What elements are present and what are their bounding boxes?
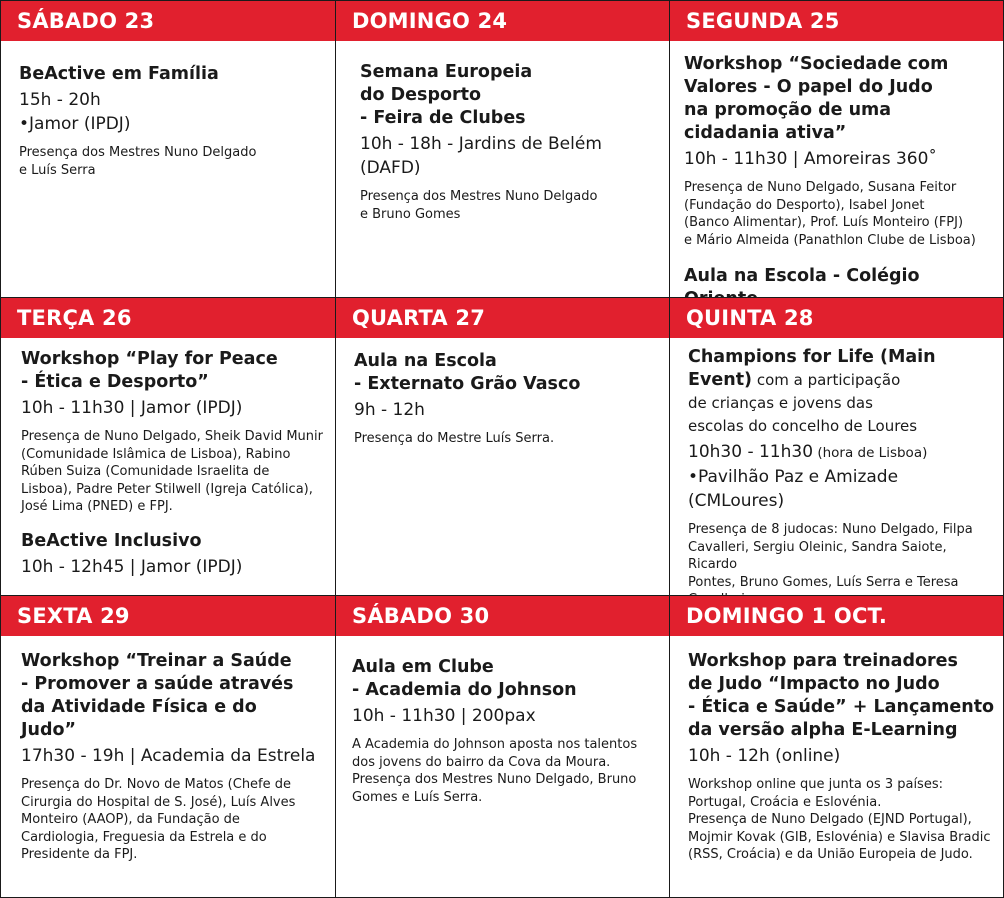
event-title: Workshop “Play for Peace - Ética e Desporto” (21, 349, 278, 392)
day-cell (0, 297, 336, 596)
day-events (336, 338, 669, 448)
day-header: QUINTA 28 (670, 298, 1003, 338)
day-header: TERÇA 26 (1, 298, 335, 338)
event (352, 656, 665, 806)
event-title: Semana Europeia do Desporto - Feira de Clubes (360, 62, 533, 128)
event-title-suffix: com a participação de crianças e jovens das escolas do concelho de Loures (688, 371, 918, 435)
event (688, 650, 999, 864)
day-cell (335, 0, 670, 298)
event-title: BeActive Inclusivo (21, 530, 202, 551)
event-time: 10h30 - 11h30 (hora de Lisboa) (688, 442, 928, 462)
event-title: Aula em Clube - Academia do Johnson (352, 657, 577, 700)
day-cell (335, 297, 670, 596)
event-details: Presença de Nuno Delgado, Sheik David Munir (Comunidade Islâmica de Lisboa), Rabino Rúben Suiza (Comunidade Israelita de Lisboa), Padre Peter Stilwell (Igreja Católica), José Lima (PNED) e FPJ. (21, 429, 323, 514)
event-time-note: (hora de Lisboa) (813, 445, 928, 461)
day-cell (669, 595, 1004, 898)
day-header: SÁBADO 30 (336, 596, 669, 636)
event-details: Workshop online que junta os 3 países: Portugal, Croácia e Eslovénia. Presença de Nuno Delgado (EJND Portugal), Mojmir Kovak (GIB, Eslovénia) e Slavisa Bradic (RSS, Croácia) e da União Europeia de Judo. (688, 777, 991, 862)
event-details: Presença do Mestre Luís Serra. (354, 431, 555, 446)
event-title: Aula na Escola - Colégio (684, 266, 920, 286)
event-title: Champions for Life (Main Event) com a participação de crianças e jovens das escolas do concelho de Loures (688, 347, 936, 435)
event-details: Presença de Nuno Delgado, Susana Feitor (Fundação do Desporto), Isabel Jonet (Banco Alimentar), Prof. Luís Monteiro (FPJ) e Mário Almeida (Panathlon Clube de Lisboa) (684, 180, 976, 248)
event (360, 61, 665, 223)
day-events (1, 41, 335, 179)
day-events (670, 338, 1003, 609)
event-title: Aula na Escola - Externato Grão Vasco (354, 351, 581, 394)
event-location: •Jamor (IPDJ) (19, 114, 131, 134)
event-details: Presença do Dr. Novo de Matos (Chefe de Cirurgia do Hospital de S. José), Luís Alves Monteiro (AAOP), da Fundação de Cardiologia, Freguesia da Estrela e do Presidente da FPJ. (21, 777, 296, 862)
event (354, 350, 665, 448)
event (21, 348, 331, 516)
event-time: 17h30 - 19h | Academia da Estrela (21, 746, 316, 766)
event-time: 15h - 20h (19, 90, 101, 110)
event-time: 9h - 12h (354, 400, 425, 420)
event-time: 10h - 11h30 | Jamor (IPDJ) (21, 398, 243, 418)
day-header: DOMINGO 1 OCT. (670, 596, 1003, 636)
event-title: Workshop para treinadores de Judo “Impacto no Judo - Ética e Saúde” + Lançamento da versão alpha E-Learning (688, 651, 995, 740)
event-location: •Pavilhão Paz e Amizade (CMLoures) (688, 467, 899, 511)
event-details: A Academia do Johnson aposta nos talentos dos jovens do bairro da Cova da Moura. Presença dos Mestres Nuno Delgado, Bruno Gomes e Luís Serra. (352, 737, 638, 805)
day-header: QUARTA 27 (336, 298, 669, 338)
event (21, 530, 331, 579)
event-title: BeActive em Família (19, 64, 219, 84)
day-cell (0, 595, 336, 898)
event-title: Workshop “Sociedade com Valores - O papel do Judo na promoção de uma cidadania ativa” (684, 54, 949, 143)
event-details: Presença de 8 judocas: Nuno Delgado, Filpa Cavalleri, Sergiu Oleinic, Sandra Saiote, Ricardo Pontes, Bruno Gomes, Luís Serra e Teresa (688, 522, 973, 590)
event-details: Presença dos Mestres Nuno Delgado e Luís Serra (19, 145, 257, 178)
day-cell (335, 595, 670, 898)
day-events (1, 636, 335, 864)
event (684, 53, 999, 249)
event-time: 10h - 12h45 | Jamor (IPDJ) (21, 556, 243, 577)
day-header: SEXTA 29 (1, 596, 335, 636)
event-title: Workshop “Treinar a Saúde - Promover a saúde através da Atividade Física e do Judo” (21, 651, 294, 740)
event-details: Presença dos Mestres Nuno Delgado e Bruno Gomes (360, 189, 598, 222)
day-header: SEGUNDA 25 (670, 1, 1003, 41)
event-time: 10h - 11h30 | 200pax (352, 706, 536, 726)
day-events (336, 636, 669, 806)
event (21, 650, 331, 864)
event (688, 346, 999, 609)
event-time: 10h - 12h (online) (688, 746, 841, 766)
day-header: DOMINGO 24 (336, 1, 669, 41)
day-events (670, 636, 1003, 864)
day-header: SÁBADO 23 (1, 1, 335, 41)
event-time: 10h - 11h30 | Amoreiras 360˚ (684, 149, 937, 169)
event-time: 10h - 18h - Jardins de Belém (DAFD) (360, 134, 602, 178)
day-cell (0, 0, 336, 298)
event (19, 63, 331, 179)
day-cell (669, 297, 1004, 596)
day-cell (669, 0, 1004, 298)
day-events (336, 41, 669, 223)
day-events (1, 338, 335, 579)
day-events (670, 41, 1003, 311)
